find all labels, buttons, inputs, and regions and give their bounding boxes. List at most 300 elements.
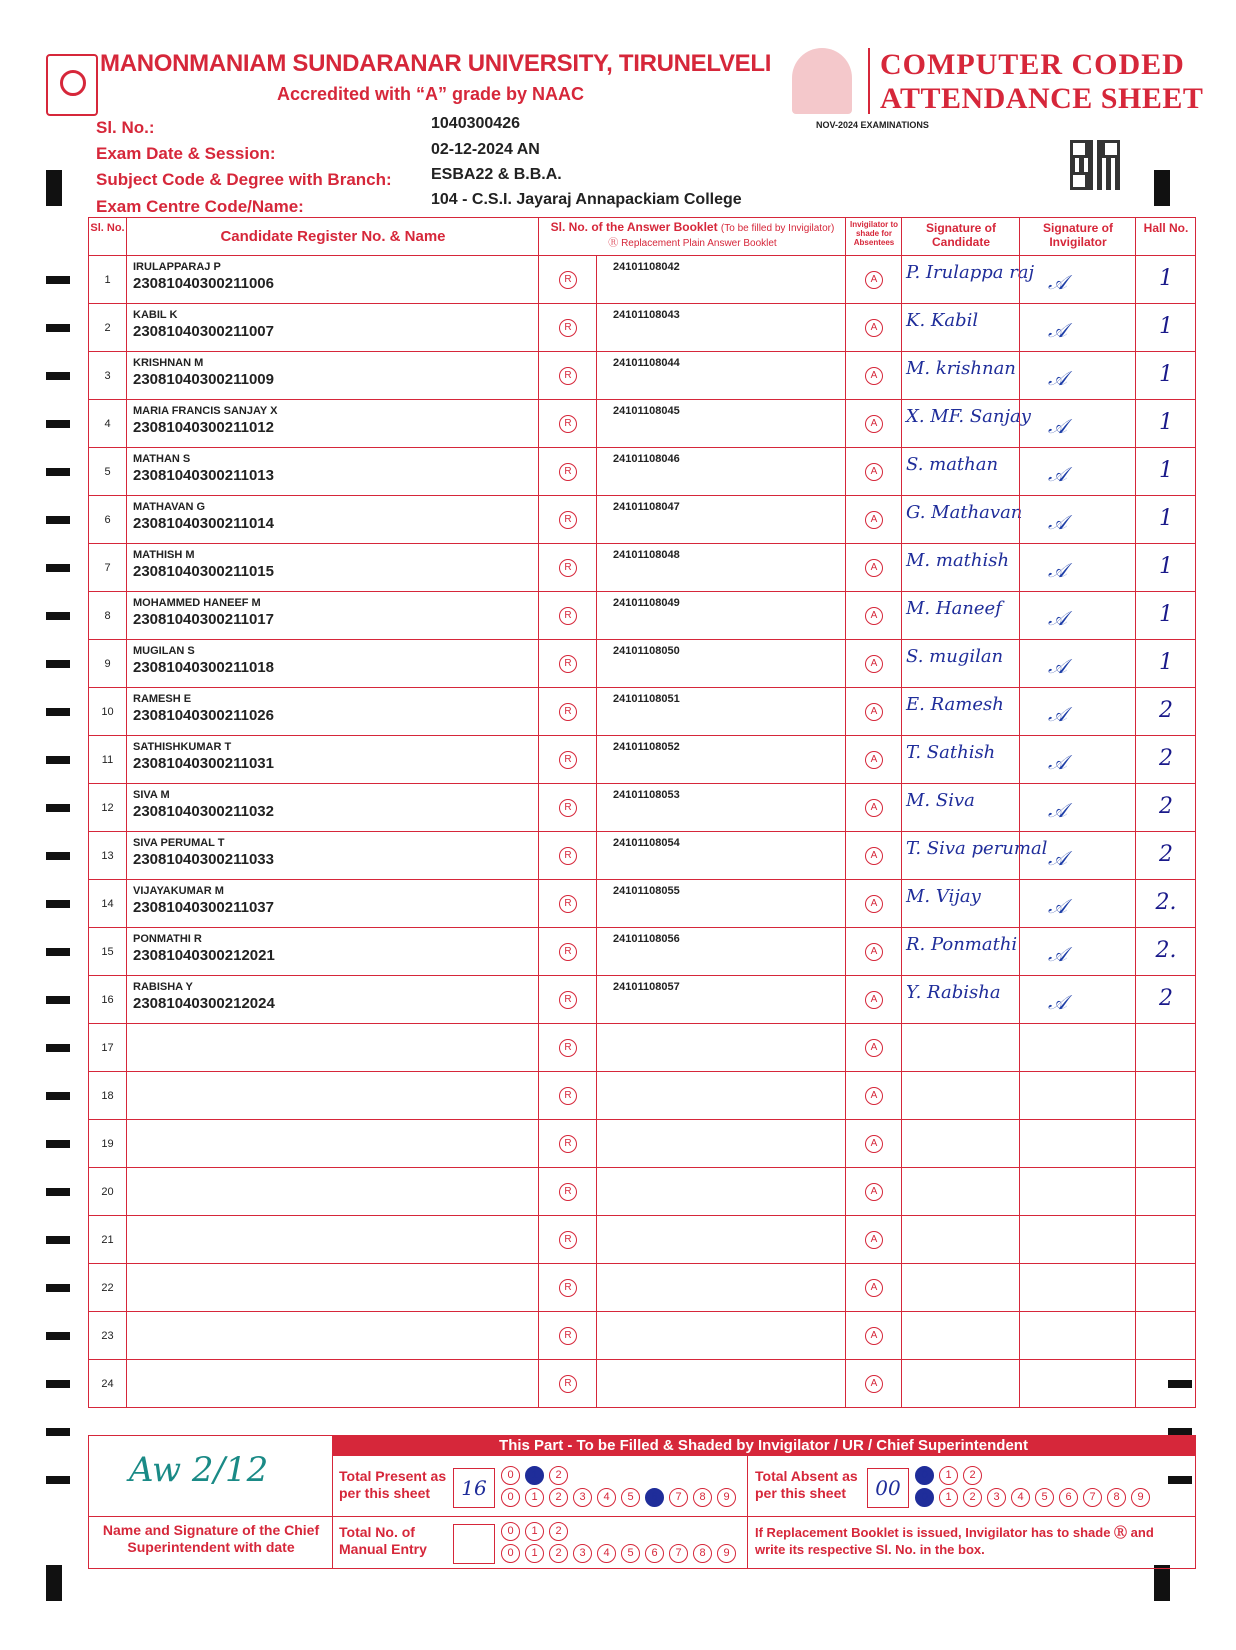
absentee-bubble[interactable]: A: [865, 271, 883, 289]
row-replacement: [538, 1216, 597, 1263]
replacement-bubble[interactable]: R: [559, 1087, 577, 1105]
row-hall: [1135, 496, 1196, 543]
attendance-table: [88, 217, 1196, 1408]
row-booklet: [596, 1120, 846, 1167]
candidate-signature: X. MF. Sanjay: [906, 406, 1031, 427]
row-sl: 7: [104, 561, 111, 574]
row-booklet: [596, 352, 846, 399]
hall-number: 2: [1159, 746, 1173, 771]
row-sig-invigilator: [1019, 1120, 1136, 1167]
col-booklet: [538, 218, 846, 255]
timing-mark: [46, 900, 70, 908]
row-replacement: [538, 1120, 597, 1167]
row-candidate: [126, 1264, 539, 1311]
register-number: 23081040300211014: [133, 515, 274, 532]
candidate-signature: M. Vijay: [906, 886, 981, 907]
row-hall: [1135, 1120, 1196, 1167]
row-sig-invigilator: [1019, 352, 1136, 399]
booklet-number: 24101108052: [613, 741, 680, 753]
sl-no-value: 1040300426: [431, 115, 520, 132]
booklet-number: 24101108042: [613, 261, 680, 273]
row-hall: [1135, 784, 1196, 831]
candidate-name: IRULAPPARAJ P: [133, 261, 221, 273]
row-sig-invigilator: [1019, 256, 1136, 303]
register-number: 23081040300211013: [133, 467, 274, 484]
table-row: [89, 255, 1195, 303]
replacement-bubble[interactable]: R: [559, 607, 577, 625]
absent-label: Total Absent as per this sheet: [755, 1468, 858, 1501]
candidate-signature: K. Kabil: [906, 310, 979, 331]
invigilator-signature: 𝒜: [1048, 414, 1067, 438]
row-sig-invigilator: [1019, 928, 1136, 975]
row-sl: 11: [101, 753, 114, 766]
row-booklet: [596, 880, 846, 927]
row-sig-candidate: [901, 256, 1035, 303]
booklet-number: 24101108050: [613, 645, 680, 657]
candidate-signature: G. Mathavan: [906, 502, 1023, 523]
centre-label: Exam Centre Code/Name:: [96, 197, 304, 216]
row-candidate: [126, 304, 539, 351]
register-number: 23081040300211009: [133, 371, 274, 388]
row-candidate: [126, 1120, 539, 1167]
table-row: [89, 639, 1195, 687]
table-row: [89, 543, 1195, 591]
absentee-bubble[interactable]: A: [865, 751, 883, 769]
row-replacement: [538, 1168, 597, 1215]
row-sig-invigilator: [1019, 1264, 1136, 1311]
exam-tag: NOV-2024 EXAMINATIONS: [816, 120, 929, 130]
candidate-name: VIJAYAKUMAR M: [133, 885, 224, 897]
row-replacement: [538, 1024, 597, 1071]
row-candidate: [126, 1024, 539, 1071]
hall-number: 1: [1159, 362, 1173, 387]
row-candidate: [126, 544, 539, 591]
row-sl: 4: [104, 417, 111, 430]
row-absentee: [845, 1360, 902, 1407]
row-sl: 20: [101, 1185, 114, 1198]
row-sig-candidate: [901, 928, 1020, 975]
register-number: 23081040300211018: [133, 659, 274, 676]
row-sig-candidate: [901, 640, 1020, 687]
timing-mark: [46, 1092, 70, 1100]
row-booklet: [596, 1312, 846, 1359]
row-sig-invigilator: [1019, 1312, 1136, 1359]
row-hall: [1135, 1024, 1196, 1071]
row-hall: [1135, 688, 1196, 735]
row-sl: 15: [101, 945, 114, 958]
row-booklet: [596, 496, 846, 543]
invigilator-signature: 𝒜: [1048, 798, 1067, 822]
absentee-bubble[interactable]: A: [865, 1279, 883, 1297]
absent-tens-bubbles: 0 1 2: [915, 1466, 982, 1485]
candidate-name: MARIA FRANCIS SANJAY X: [133, 405, 278, 417]
corner-mark: [1154, 170, 1170, 206]
col-replacement: Ⓡ Replacement Plain Answer Booklet: [608, 238, 777, 249]
timing-mark: [46, 1428, 70, 1436]
row-hall: [1135, 304, 1196, 351]
col-sl: Sl. No.: [90, 222, 125, 234]
absentee-bubble[interactable]: A: [865, 703, 883, 721]
exam-date-label: Exam Date & Session:: [96, 144, 276, 163]
timing-mark: [46, 996, 70, 1004]
present-label: Total Present as per this sheet: [339, 1468, 447, 1501]
row-replacement: [538, 1072, 597, 1119]
row-candidate: [126, 496, 539, 543]
row-booklet: [596, 592, 846, 639]
booklet-number: 24101108057: [613, 981, 680, 993]
register-number: 23081040300212024: [133, 995, 275, 1012]
table-row: [89, 687, 1195, 735]
row-candidate: [126, 880, 539, 927]
table-row: [89, 1167, 1195, 1215]
corner-mark: [46, 1565, 62, 1601]
booklet-number: 24101108048: [613, 549, 680, 561]
candidate-signature: S. mugilan: [906, 646, 1004, 667]
absentee-bubble[interactable]: A: [865, 319, 883, 337]
row-absentee: [845, 1024, 902, 1071]
university-logo: [46, 54, 98, 116]
row-sig-candidate: [901, 544, 1020, 591]
booklet-number: 24101108051: [613, 693, 680, 705]
absentee-bubble[interactable]: A: [865, 1087, 883, 1105]
row-replacement: [538, 1264, 597, 1311]
absentee-bubble[interactable]: A: [865, 463, 883, 481]
timing-mark: [46, 1380, 70, 1388]
register-number: 23081040300211026: [133, 707, 274, 724]
col-hall: Hall No.: [1135, 218, 1196, 255]
row-booklet: [596, 1264, 846, 1311]
replacement-bubble[interactable]: R: [559, 655, 577, 673]
table-row: [89, 1071, 1195, 1119]
row-booklet: [596, 928, 846, 975]
candidate-name: KRISHNAN M: [133, 357, 204, 369]
replacement-bubble[interactable]: R: [559, 271, 577, 289]
timing-mark: [46, 1044, 70, 1052]
table-row: [89, 447, 1195, 495]
absentee-bubble[interactable]: A: [865, 991, 883, 1009]
row-absentee: [845, 496, 902, 543]
row-hall: [1135, 1216, 1196, 1263]
row-absentee: [845, 352, 902, 399]
footer-divider: [332, 1516, 1195, 1517]
col-booklet-note: (To be filled by Invigilator): [720, 223, 835, 234]
exam-date-value: 02-12-2024 AN: [431, 141, 540, 158]
row-candidate: [126, 1216, 539, 1263]
timing-mark: [46, 324, 70, 332]
row-replacement: [538, 256, 597, 303]
candidate-signature: T. Siva perumal: [906, 838, 1048, 859]
timing-mark: [46, 564, 70, 572]
row-sig-candidate: [901, 1168, 1020, 1215]
timing-mark: [46, 948, 70, 956]
row-absentee: [845, 976, 902, 1023]
candidate-name: KABIL K: [133, 309, 178, 321]
footer-divider: [89, 1516, 332, 1517]
absentee-bubble[interactable]: A: [865, 1375, 883, 1393]
replacement-bubble[interactable]: R: [559, 1231, 577, 1249]
absentee-bubble[interactable]: A: [865, 559, 883, 577]
row-hall: [1135, 544, 1196, 591]
candidate-name: MATHISH M: [133, 549, 195, 561]
row-replacement: [538, 832, 597, 879]
candidate-name: SATHISHKUMAR T: [133, 741, 232, 753]
replacement-bubble[interactable]: R: [559, 463, 577, 481]
table-row: [89, 927, 1195, 975]
absentee-bubble[interactable]: A: [865, 655, 883, 673]
row-sig-invigilator: [1019, 592, 1136, 639]
absentee-bubble[interactable]: A: [865, 415, 883, 433]
absentee-bubble[interactable]: A: [865, 607, 883, 625]
row-sig-invigilator: [1019, 496, 1136, 543]
replacement-bubble[interactable]: R: [559, 511, 577, 529]
hall-number: 1: [1159, 314, 1173, 339]
hall-number: 2: [1159, 698, 1173, 723]
row-hall: [1135, 1360, 1196, 1407]
table-row: [89, 495, 1195, 543]
booklet-number: 24101108043: [613, 309, 680, 321]
row-replacement: [538, 976, 597, 1023]
absentee-bubble[interactable]: A: [865, 367, 883, 385]
row-absentee: [845, 1072, 902, 1119]
row-hall: [1135, 880, 1196, 927]
row-sl: 13: [101, 849, 114, 862]
row-absentee: [845, 928, 902, 975]
row-sig-candidate: [901, 688, 1020, 735]
row-booklet: [596, 688, 846, 735]
replacement-bubble[interactable]: R: [559, 703, 577, 721]
row-sl: 6: [104, 513, 111, 526]
replacement-bubble[interactable]: R: [559, 943, 577, 961]
row-sig-invigilator: [1019, 400, 1136, 447]
row-candidate: [126, 736, 539, 783]
invigilator-signature: 𝒜: [1048, 750, 1067, 774]
row-candidate: [126, 1072, 539, 1119]
chief-label: Name and Signature of the Chief Superintendent with date: [102, 1522, 320, 1555]
booklet-number: 24101108053: [613, 789, 680, 801]
row-booklet: [596, 1072, 846, 1119]
row-hall: [1135, 400, 1196, 447]
register-number: 23081040300211006: [133, 275, 274, 292]
header-divider: [868, 48, 870, 114]
candidate-signature: P. Irulappa raj: [906, 262, 1035, 283]
absentee-bubble[interactable]: A: [865, 847, 883, 865]
row-replacement: [538, 640, 597, 687]
row-booklet: [596, 448, 846, 495]
row-sig-candidate: [901, 304, 1020, 351]
row-hall: [1135, 1312, 1196, 1359]
replacement-bubble[interactable]: R: [559, 1039, 577, 1057]
row-replacement: [538, 784, 597, 831]
absentee-bubble[interactable]: A: [865, 799, 883, 817]
row-replacement: [538, 352, 597, 399]
row-sig-candidate: [901, 1360, 1020, 1407]
timing-mark: [46, 708, 70, 716]
row-sl: 1: [104, 273, 111, 286]
invigilator-signature: 𝒜: [1048, 654, 1067, 678]
replacement-note-line2: and write its respective Sl. No. in the box.: [755, 1525, 1154, 1557]
invigilator-signature: 𝒜: [1048, 366, 1067, 390]
row-booklet: [596, 832, 846, 879]
row-sig-invigilator: [1019, 784, 1136, 831]
table-row: [89, 351, 1195, 399]
candidate-name: SIVA M: [133, 789, 170, 801]
booklet-number: 24101108056: [613, 933, 680, 945]
row-booklet: [596, 1360, 846, 1407]
row-hall: [1135, 832, 1196, 879]
row-sl: 16: [101, 993, 114, 1006]
replacement-bubble[interactable]: R: [559, 319, 577, 337]
absentee-bubble[interactable]: A: [865, 1135, 883, 1153]
row-sig-candidate: [901, 448, 1020, 495]
col-sig-invigilator: Signature of Invigilator: [1019, 218, 1136, 255]
candidate-signature: S. mathan: [906, 454, 999, 475]
replacement-bubble[interactable]: R: [559, 847, 577, 865]
subject-value: ESBA22 & B.B.A.: [431, 166, 562, 183]
register-number: 23081040300211032: [133, 803, 274, 820]
row-absentee: [845, 688, 902, 735]
replacement-bubble[interactable]: R: [559, 895, 577, 913]
candidate-name: PONMATHI R: [133, 933, 202, 945]
row-replacement: [538, 496, 597, 543]
row-replacement: [538, 1312, 597, 1359]
footer-divider: [332, 1436, 333, 1568]
absentee-bubble[interactable]: A: [865, 943, 883, 961]
row-hall: [1135, 1072, 1196, 1119]
replacement-bubble[interactable]: R: [559, 559, 577, 577]
table-row: [89, 1215, 1195, 1263]
university-name: MANONMANIAM SUNDARANAR UNIVERSITY, TIRUNELVELI: [100, 50, 772, 77]
timing-mark: [46, 420, 70, 428]
row-absentee: [845, 832, 902, 879]
table-row: [89, 399, 1195, 447]
row-candidate: [126, 832, 539, 879]
row-candidate: [126, 1360, 539, 1407]
replacement-bubble[interactable]: R: [559, 1375, 577, 1393]
absentee-bubble[interactable]: A: [865, 1231, 883, 1249]
row-sig-invigilator: [1019, 1168, 1136, 1215]
replacement-bubble[interactable]: R: [559, 415, 577, 433]
table-row: [89, 735, 1195, 783]
timing-mark: [46, 1284, 70, 1292]
timing-mark: [46, 1332, 70, 1340]
candidate-name: SIVA PERUMAL T: [133, 837, 225, 849]
footer-divider: [747, 1456, 748, 1568]
row-booklet: [596, 400, 846, 447]
candidate-name: RAMESH E: [133, 693, 192, 705]
row-hall: [1135, 352, 1196, 399]
row-sig-candidate: [901, 592, 1020, 639]
row-booklet: [596, 304, 846, 351]
row-sig-candidate: [901, 832, 1048, 879]
row-sl: 12: [101, 801, 114, 814]
row-sl: 2: [104, 321, 111, 334]
invigilator-signature: 𝒜: [1048, 606, 1067, 630]
replacement-bubble[interactable]: R: [559, 1279, 577, 1297]
row-sig-candidate: [901, 352, 1020, 399]
booklet-number: 24101108045: [613, 405, 680, 417]
row-sl: 14: [101, 897, 114, 910]
row-sig-candidate: [901, 1072, 1020, 1119]
row-replacement: [538, 400, 597, 447]
absentee-bubble[interactable]: A: [865, 1183, 883, 1201]
candidate-signature: T. Sathish: [906, 742, 996, 763]
row-sig-invigilator: [1019, 1360, 1136, 1407]
timing-mark: [46, 276, 70, 284]
timing-mark: [46, 468, 70, 476]
timing-mark: [46, 1140, 70, 1148]
row-sl: 19: [101, 1137, 114, 1150]
row-absentee: [845, 256, 902, 303]
row-hall: [1135, 1264, 1196, 1311]
row-sig-candidate: [901, 784, 1020, 831]
table-header: [89, 218, 1195, 255]
absentee-bubble[interactable]: A: [865, 511, 883, 529]
replacement-bubble[interactable]: R: [559, 1135, 577, 1153]
replacement-bubble[interactable]: R: [559, 991, 577, 1009]
invigilator-signature: 𝒜: [1048, 702, 1067, 726]
row-sig-invigilator: [1019, 1216, 1136, 1263]
row-candidate: [126, 352, 539, 399]
present-box: 16: [453, 1468, 495, 1508]
row-booklet: [596, 1168, 846, 1215]
hall-number: 1: [1159, 458, 1173, 483]
row-hall: [1135, 736, 1196, 783]
manual-box: [453, 1524, 495, 1564]
absentee-bubble[interactable]: A: [865, 1039, 883, 1057]
row-hall: [1135, 976, 1196, 1023]
row-replacement: [538, 448, 597, 495]
register-number: 23081040300211007: [133, 323, 274, 340]
row-replacement: [538, 304, 597, 351]
replacement-bubble[interactable]: R: [559, 1183, 577, 1201]
row-sig-invigilator: [1019, 880, 1136, 927]
row-candidate: [126, 400, 539, 447]
timing-mark: [46, 660, 70, 668]
row-absentee: [845, 592, 902, 639]
col-candidate: Candidate Register No. & Name: [126, 218, 539, 255]
replacement-bubble[interactable]: R: [559, 799, 577, 817]
candidate-signature: M. krishnan: [906, 358, 1016, 379]
row-absentee: [845, 304, 902, 351]
col-booklet-title: Sl. No. of the Answer Booklet: [550, 220, 718, 234]
row-booklet: [596, 1024, 846, 1071]
row-booklet: [596, 736, 846, 783]
candidate-signature: M. Haneef: [906, 598, 1002, 619]
row-sl: 18: [101, 1089, 114, 1102]
accreditation: Accredited with “A” grade by NAAC: [277, 84, 585, 104]
replacement-bubble[interactable]: R: [559, 367, 577, 385]
invigilator-signature: 𝒜: [1048, 942, 1067, 966]
row-sig-candidate: [901, 1216, 1020, 1263]
booklet-number: 24101108049: [613, 597, 680, 609]
timing-mark: [46, 1476, 70, 1484]
row-replacement: [538, 928, 597, 975]
absentee-bubble[interactable]: A: [865, 1327, 883, 1345]
absentee-bubble[interactable]: A: [865, 895, 883, 913]
row-sig-invigilator: [1019, 1072, 1136, 1119]
subject-label: Subject Code & Degree with Branch:: [96, 170, 392, 189]
table-row: [89, 303, 1195, 351]
register-number: 23081040300211037: [133, 899, 274, 916]
timing-mark: [46, 804, 70, 812]
replacement-bubble[interactable]: R: [559, 751, 577, 769]
manual-units-bubbles: 0 1 2 3 4 5 6 7 8 9: [501, 1544, 736, 1563]
row-booklet: [596, 256, 846, 303]
replacement-bubble[interactable]: R: [559, 1327, 577, 1345]
row-sig-candidate: [901, 976, 1020, 1023]
row-sl: 21: [101, 1233, 114, 1246]
booklet-number: 24101108054: [613, 837, 680, 849]
